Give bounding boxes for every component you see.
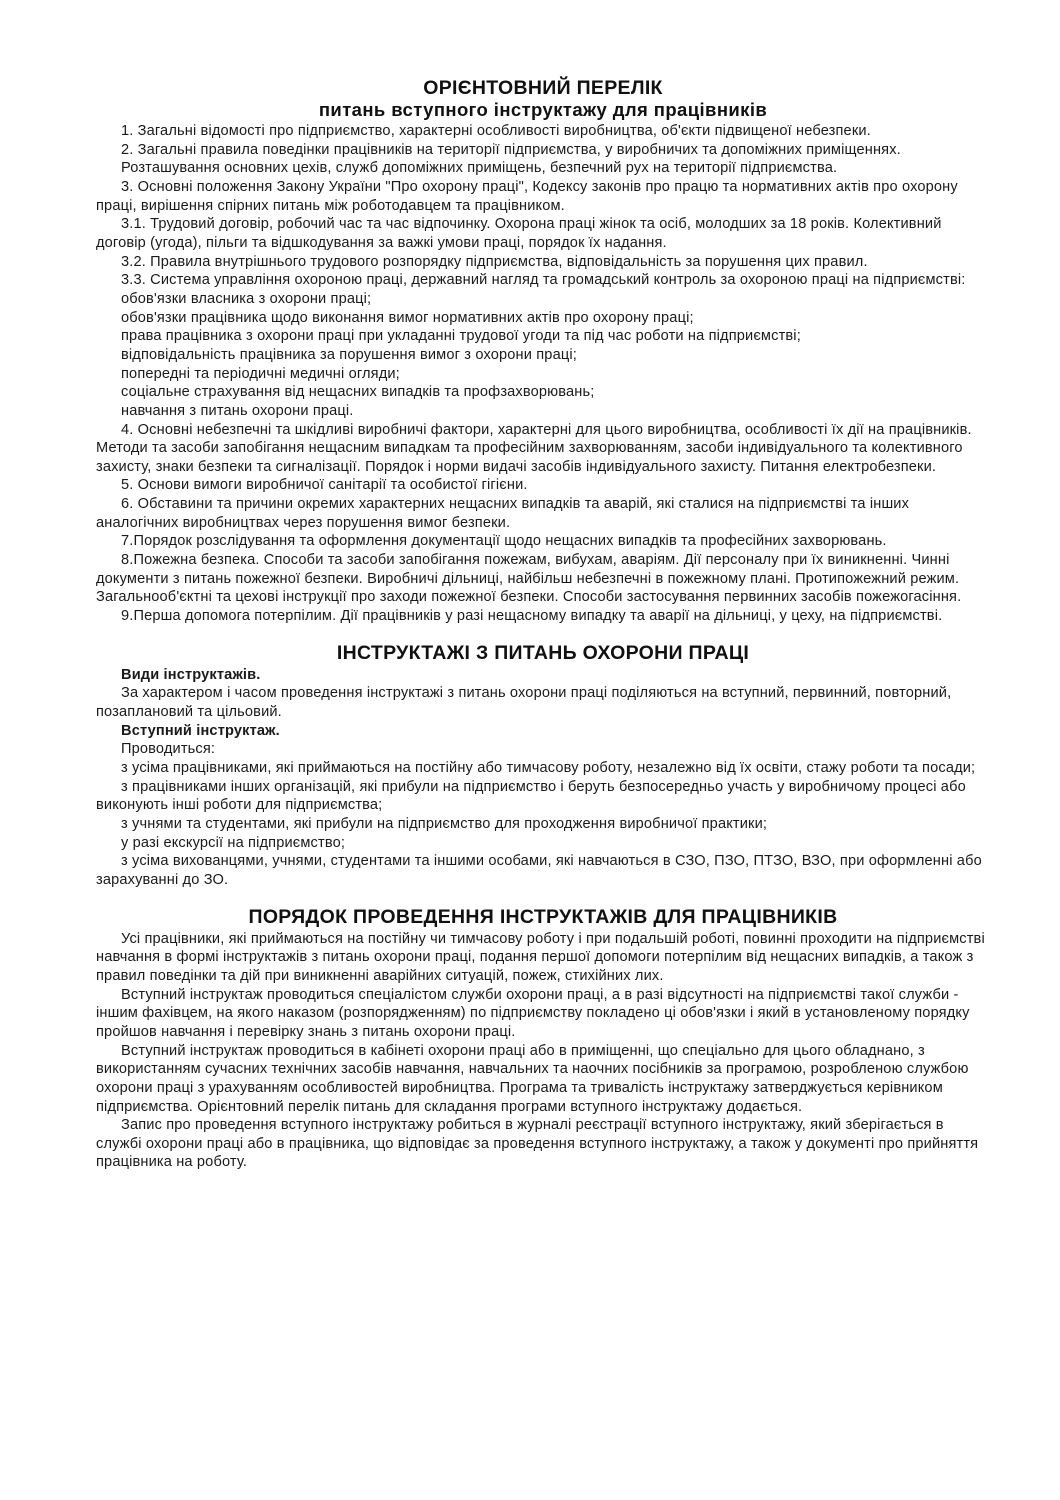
paragraph: За характером і часом проведення інструктажі з питань охорони праці поділяються на вступний, первинний, повторний, позаплановий та цільовий. <box>96 685 952 721</box>
list-item: з усіма працівниками, які приймаються на постійну або тимчасову роботу, незалежно від їх освіти, стажу роботи та посади; <box>121 760 976 776</box>
list-item: з учнями та студентами, які прибули на підприємство для проходження виробничої практики; <box>121 815 768 832</box>
list-item: Проводиться: <box>121 741 216 758</box>
list-item: 3.1. Трудовий договір, робочий час та час відпочинку. Охорона праці жінок та осіб, молодших за 18 років. Колективний договір (угода), пільги та відшкодування за важкі умови праці, порядок їх надання. <box>96 216 942 251</box>
list-item: 3.2. Правила внутрішнього трудового розпорядку підприємства, відповідальність за порушення цих правил. <box>121 253 868 270</box>
page-title: ОРІЄНТОВНИЙ ПЕРЕЛІК <box>423 77 663 99</box>
list-item: 7.Порядок розслідування та оформлення документації щодо нещасних випадків та професійних захворювань. <box>121 533 887 550</box>
list-item: у разі екскурсії на підприємство; <box>121 834 346 851</box>
questions-list <box>96 122 990 626</box>
list-item: обов'язки працівника щодо виконання вимог нормативних актів про охорону праці; <box>121 309 694 326</box>
list-item: соціальне страхування від нещасних випадків та профзахворювань; <box>121 384 595 401</box>
list-item: 1. Загальні відомості про підприємство, характерні особливості виробництва, об'єкти підвищеної небезпеки. <box>121 123 871 139</box>
paragraph: Запис про проведення вступного інструктажу робиться в журналі реєстрації вступного інструктажу, який зберігається в службі охорони праці або в працівника, що відповідає за проведення вступного інструктажу, а також у документі про прийняття працівника на роботу. <box>96 1117 979 1171</box>
list-item: з працівниками інших організацій, які прибули на підприємство і беруть безпосередньо участь у виробничому процесі або виконують інші роботи для підприємства; <box>96 778 966 814</box>
list-item: 8.Пожежна безпека. Способи та засоби запобігання пожежам, вибухам, аваріям. Дії персоналу при їх виникненні. Чинні документи з питань пожежної безпеки. Виробничі дільниці, найбільш небезпечні в пожежному плані. Протипожежний режим. Загальнооб'єктні та цехові інструкції про заходи пожежної безпеки. Способи застосування первинних засобів пожежогасіння. <box>96 552 962 606</box>
list-item: з усіма вихованцями, учнями, студентами та іншими особами, які навчаються в СЗО, ПЗО, ПТЗО, ВЗО, при оформленні або зарахуванні до ЗО. <box>96 853 982 888</box>
page-subtitle: питань вступного інструктажу для працівників <box>318 99 768 120</box>
paragraph: Вступний інструктаж проводиться спеціалістом служби охорони праці, а в разі відсутності на підприємстві такої служби - іншим фахівцем, на якого наказом (розпорядженням) по підприємству покладено ці обов'язки і який в установленому порядку пройшов навчання і перевірку знань з питань охорони праці. <box>96 986 970 1040</box>
section-procedure <box>96 930 990 1173</box>
subheading: Види інструктажів. <box>121 666 261 683</box>
list-item: 4. Основні небезпечні та шкідливі виробничі фактори, характерні для цього виробництва, особливості їх дії на працівників. Методи та засоби запобігання нещасним випадкам та професійним захворюванням, засоби індивідуального та колективного захисту, знаки безпеки та сигналізації. Порядок і норми видачі засобів індивідуального захисту. Питання електробезпеки. <box>96 421 972 475</box>
section-heading-procedure: ПОРЯДОК ПРОВЕДЕННЯ ІНСТРУКТАЖІВ ДЛЯ ПРАЦІВНИКІВ <box>248 905 838 928</box>
list-item: 3. Основні положення Закону України "Про охорону праці", Кодексу законів про працю та нормативних актів про охорону праці, вирішення спірних питань між роботодавцем та працівником. <box>96 178 958 214</box>
list-item: права працівника з охорони праці при укладанні трудової угоди та під час роботи на підприємстві; <box>121 328 801 345</box>
list-item: навчання з питань охорони праці. <box>121 402 354 419</box>
list-item: обов'язки власника з охорони праці; <box>121 290 372 307</box>
paragraph: Усі працівники, які приймаються на постійну чи тимчасову роботу і при подальшій роботі, повинні проходити на підприємстві навчання в формі інструктажів з питань охорони праці, подання першої допомоги потерпілим від нещасних випадків, а також з правил поведінки та дій при виникненні аварійних ситуацій, пожеж, стихійних лих. <box>96 930 985 984</box>
paragraph: Вступний інструктаж проводиться в кабінеті охорони праці або в приміщенні, що спеціально для цього обладнано, з використанням сучасних технічних засобів навчання, навчальних та наочних посібників за програмою, розробленою службою охорони праці з урахуванням особливостей виробництва. Програма та тривалість інструктажу затверджується керівником підприємства. Орієнтовний перелік питань для складання програми вступного інструктажу додається. <box>96 1042 969 1115</box>
list-item: відповідальність працівника за порушення вимог з охорони праці; <box>121 346 577 363</box>
section-heading-instructions: ІНСТРУКТАЖІ З ПИТАНЬ ОХОРОНИ ПРАЦІ <box>336 641 750 664</box>
list-item: 6. Обставини та причини окремих характерних нещасних випадків та аварій, які сталися на підприємстві та інших аналогічних виробництвах через порушення вимог безпеки. <box>96 496 910 531</box>
list-item: 5. Основи вимоги виробничої санітарії та особистої гігієни. <box>121 477 528 494</box>
list-item: 3.3. Система управління охороною праці, державний нагляд та громадський контроль за охороною праці на підприємстві: <box>121 272 966 289</box>
list-item: 2. Загальні правила поведінки працівників на території підприємства, у виробничих та допоміжних приміщеннях. <box>121 141 901 158</box>
section-instructions <box>96 666 990 890</box>
list-item: попередні та періодичні медичні огляди; <box>121 365 400 382</box>
subheading: Вступний інструктаж. <box>121 722 280 739</box>
list-item: Розташування основних цехів, служб допоміжних приміщень, безпечний рух на території підприємства. <box>121 160 838 177</box>
list-item: 9.Перша допомога потерпілим. Дії працівників у разі нещасному випадку та аварії на дільниці, у цеху, на підприємстві. <box>121 608 943 625</box>
